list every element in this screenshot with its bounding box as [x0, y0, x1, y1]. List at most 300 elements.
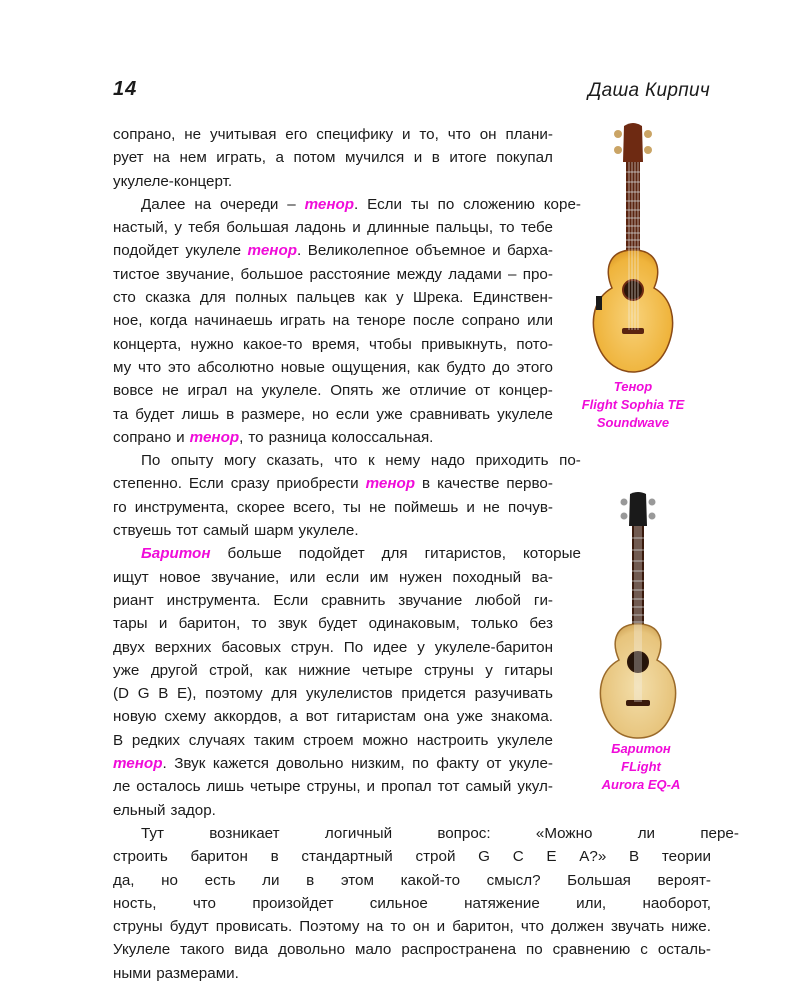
- word: редких: [131, 731, 181, 749]
- word: мучился: [344, 149, 405, 167]
- word: покупал: [496, 149, 553, 167]
- word: с: [640, 941, 648, 959]
- text-line: [113, 869, 711, 892]
- word: ты: [343, 498, 361, 516]
- word: разучивать: [474, 685, 553, 703]
- word: четыре: [362, 661, 413, 679]
- word: поэтому: [205, 685, 263, 703]
- word: Если: [367, 195, 403, 213]
- word: аккордов,: [213, 708, 282, 726]
- word: будет: [135, 405, 175, 423]
- word: звучание: [398, 591, 463, 609]
- word: Опять: [330, 382, 374, 400]
- word: ги-: [533, 591, 553, 609]
- word: сравнить: [321, 591, 386, 609]
- word: произойдет: [252, 894, 334, 912]
- word: отличие: [409, 382, 467, 400]
- word: у: [417, 638, 425, 656]
- word: без: [529, 615, 553, 633]
- word: задор.: [170, 801, 216, 819]
- word: размере,: [241, 405, 305, 423]
- word: начинаешь: [194, 312, 273, 330]
- word: Далее: [141, 195, 186, 213]
- word: верхних: [154, 638, 212, 656]
- word: играть,: [216, 149, 266, 167]
- word: рует: [113, 149, 144, 167]
- word: настый,: [113, 219, 169, 237]
- word: возникает: [209, 824, 280, 842]
- word: мало: [355, 941, 392, 959]
- word: любой: [475, 591, 522, 609]
- word: Укулеле: [113, 941, 171, 959]
- word: вот: [305, 708, 329, 726]
- word: потом: [293, 149, 336, 167]
- page-number: 14: [113, 78, 138, 100]
- word: на: [153, 149, 170, 167]
- word: пальцы,: [435, 219, 494, 237]
- word: –: [508, 265, 517, 283]
- word: и: [366, 778, 376, 796]
- word: В: [629, 848, 640, 866]
- highlighted-term: Баритон: [141, 545, 211, 563]
- text-line: [113, 309, 553, 332]
- highlighted-term: тенор: [247, 242, 298, 260]
- word: сложению: [463, 195, 535, 213]
- word: для: [271, 685, 298, 703]
- word: тот: [176, 522, 199, 540]
- text-line: [113, 286, 553, 309]
- word: этом: [340, 871, 374, 889]
- word: большая: [226, 219, 289, 237]
- word: больше: [227, 545, 282, 563]
- text-line: [113, 426, 553, 449]
- word: укулеле: [497, 731, 553, 749]
- text-line: [113, 775, 553, 798]
- word: и: [466, 498, 475, 516]
- word: до: [492, 358, 510, 376]
- word: как: [364, 289, 387, 307]
- word: очереди: [220, 195, 279, 213]
- word: смысл?: [486, 871, 541, 889]
- word: коре-: [543, 195, 581, 213]
- word: лишь: [181, 405, 220, 423]
- word: не: [184, 126, 202, 143]
- word: сопрано: [461, 312, 520, 330]
- baritone-ukulele-image: [593, 490, 683, 740]
- word: ле: [113, 778, 131, 796]
- text-line: [113, 472, 553, 495]
- word: кажется: [212, 755, 270, 773]
- word: чтобы: [369, 335, 412, 353]
- text-line: [113, 892, 711, 915]
- word: ельный: [113, 801, 166, 819]
- word: Поэтому: [299, 918, 360, 936]
- word: полных: [235, 289, 288, 307]
- word: случаях: [188, 731, 245, 749]
- word: тары: [113, 615, 148, 633]
- word: приходить: [475, 452, 549, 470]
- word: и: [158, 615, 168, 633]
- text-line: [113, 589, 553, 612]
- word: подойдет: [113, 242, 179, 260]
- word: –: [287, 195, 296, 213]
- text-line: [113, 752, 553, 775]
- word: двух: [113, 638, 145, 656]
- word: на: [332, 312, 350, 330]
- word: натяжение: [464, 894, 540, 912]
- word: Звук: [174, 755, 206, 773]
- text-line: [113, 542, 581, 565]
- word: укулелистов: [305, 685, 393, 703]
- text-line: [113, 170, 553, 193]
- word: концерта,: [113, 335, 182, 353]
- text-line: [113, 216, 553, 239]
- word: специфику: [316, 126, 394, 143]
- word: тебе: [520, 219, 553, 237]
- word: пото-: [516, 335, 553, 353]
- word: укулеле: [497, 405, 553, 423]
- text-line: [113, 403, 553, 426]
- word: [141, 542, 211, 565]
- word: струн.: [290, 638, 334, 656]
- word: длинные: [367, 219, 430, 237]
- word: ное,: [113, 312, 143, 330]
- word: укулеле-концерт.: [113, 172, 233, 190]
- word: A?»: [579, 848, 607, 866]
- word: тистое: [113, 265, 160, 283]
- word: укулеле-баритон: [434, 638, 553, 656]
- word: вовсе: [113, 382, 154, 400]
- word: провисать.: [215, 918, 293, 936]
- word: которые: [522, 545, 581, 563]
- word: на: [235, 382, 253, 400]
- word: качестве: [437, 475, 500, 493]
- word: что: [520, 918, 544, 936]
- word: в: [431, 149, 440, 167]
- word: другой: [150, 661, 198, 679]
- word: играл: [187, 382, 228, 400]
- word: струны: [424, 661, 474, 679]
- word: для: [199, 289, 226, 307]
- word: и: [176, 428, 185, 446]
- word: тот: [437, 778, 460, 796]
- word: гитары: [504, 661, 553, 679]
- word: в: [306, 871, 315, 889]
- tenor-caption: [570, 378, 696, 432]
- word: инструмента,: [134, 498, 229, 516]
- word: перво-: [506, 475, 553, 493]
- tenor-ukulele-image: [588, 120, 678, 376]
- word: распространена: [401, 941, 517, 959]
- word: вида: [234, 941, 269, 959]
- word: как: [417, 358, 440, 376]
- word: лишь: [206, 778, 244, 796]
- highlighted-term: тенор: [304, 195, 355, 213]
- word: походный: [452, 568, 522, 586]
- word: ва-: [531, 568, 553, 586]
- word: B: [158, 685, 169, 703]
- word: в: [270, 848, 279, 866]
- tenor-caption-line: Soundwave: [596, 415, 670, 430]
- word: придется: [401, 685, 466, 703]
- word: шарм: [254, 522, 294, 540]
- word: скорее: [236, 498, 285, 516]
- word: им: [369, 568, 389, 586]
- word: звук: [277, 615, 307, 633]
- word: ниже.: [671, 918, 711, 936]
- word: укул-: [517, 778, 553, 796]
- word: сопрано,: [113, 126, 176, 143]
- highlighted-term: тенор: [113, 755, 163, 773]
- word: По: [141, 452, 161, 470]
- word: теноре: [356, 312, 406, 330]
- word: тенор,: [189, 428, 244, 446]
- word: ощущения,: [331, 358, 411, 376]
- word: и: [352, 219, 361, 237]
- word: укуле-: [508, 755, 553, 773]
- word: риант: [113, 591, 154, 609]
- word: тенор.: [247, 242, 302, 260]
- word: какой-то: [400, 871, 461, 889]
- word: новые: [280, 358, 325, 376]
- word: почув-: [507, 498, 553, 516]
- word: он: [479, 126, 497, 143]
- word: довольно: [278, 941, 346, 959]
- word: и: [413, 149, 423, 167]
- text-line: [113, 682, 553, 705]
- word: всего,: [293, 498, 335, 516]
- word: нем: [179, 149, 207, 167]
- text-line: [113, 915, 711, 938]
- word: Великолепное: [307, 242, 409, 260]
- word: должен: [551, 918, 604, 936]
- word: можно: [362, 731, 409, 749]
- word: знакома.: [490, 708, 553, 726]
- text-line: [113, 379, 553, 402]
- word: по: [437, 195, 455, 213]
- word: на: [366, 918, 384, 936]
- text-line: [113, 566, 553, 589]
- word: подойдет: [298, 545, 365, 563]
- word: будет: [318, 615, 358, 633]
- highlighted-term: тенор: [189, 428, 240, 446]
- word: что: [447, 126, 471, 143]
- word: для: [381, 545, 408, 563]
- word: его: [285, 126, 308, 143]
- text-line: [113, 636, 553, 659]
- word: то: [251, 615, 267, 633]
- word: вероят-: [657, 871, 711, 889]
- word: то: [499, 219, 515, 237]
- baritone-caption-line: Баритон: [611, 741, 671, 756]
- word: довольно: [276, 755, 344, 773]
- baritone-caption: [578, 740, 704, 794]
- word: му: [113, 358, 132, 376]
- text-line: [113, 263, 553, 286]
- word: а: [275, 149, 284, 167]
- word: укулеле: [185, 242, 242, 260]
- word: от: [474, 382, 491, 400]
- word: итоге: [449, 149, 487, 167]
- text-line: [113, 705, 553, 728]
- word: струны: [113, 918, 163, 936]
- word: пере-: [700, 824, 739, 842]
- word: пальцев: [296, 289, 356, 307]
- word: сравнивать: [409, 405, 491, 423]
- word: Шрека.: [412, 289, 464, 307]
- word: Тут: [141, 824, 164, 842]
- text-line: [113, 123, 553, 146]
- word: настроить: [416, 731, 489, 749]
- word: новую: [113, 708, 157, 726]
- word: G: [137, 685, 150, 703]
- word: играть: [279, 312, 326, 330]
- word: наоборот,: [642, 894, 711, 912]
- word: она: [423, 708, 449, 726]
- word: он: [412, 918, 430, 936]
- word: поймешь: [394, 498, 459, 516]
- baritone-caption-line: FLight: [621, 759, 661, 774]
- word: что: [334, 452, 358, 470]
- word: этого: [516, 358, 553, 376]
- word: По: [343, 638, 364, 656]
- word: схему: [164, 708, 206, 726]
- word: концер-: [498, 382, 553, 400]
- text-line: [113, 962, 711, 985]
- text-line: [113, 799, 553, 822]
- word: идее: [373, 638, 408, 656]
- word: самый: [203, 522, 250, 540]
- word: а: [289, 708, 298, 726]
- word: размерами.: [156, 964, 239, 982]
- word: надо: [430, 452, 466, 470]
- word: ли: [637, 824, 656, 842]
- word: если: [325, 568, 360, 586]
- word: в: [422, 475, 431, 493]
- word: про-: [522, 265, 553, 283]
- word: вопрос:: [437, 824, 491, 842]
- text-line: [113, 659, 553, 682]
- word: гитаристов,: [424, 545, 506, 563]
- word: после: [412, 312, 455, 330]
- word: ность,: [113, 894, 157, 912]
- word: осталь-: [657, 941, 711, 959]
- text-line: [113, 729, 553, 752]
- word: го: [113, 498, 127, 516]
- word: и: [402, 126, 411, 143]
- word: но: [161, 871, 178, 889]
- word: по: [526, 941, 543, 959]
- word: баритон,: [452, 918, 514, 936]
- word: то,: [419, 126, 439, 143]
- word: звучание,: [211, 568, 280, 586]
- word: нужно: [190, 335, 234, 353]
- word: звучать: [610, 918, 665, 936]
- word: факту: [436, 755, 479, 773]
- word: басовых: [221, 638, 281, 656]
- word: В: [113, 731, 124, 749]
- word: такого: [180, 941, 225, 959]
- word: барха-: [506, 242, 553, 260]
- word: низким,: [351, 755, 405, 773]
- word: только: [471, 615, 519, 633]
- word: разница: [268, 428, 327, 446]
- word: это: [167, 358, 191, 376]
- word: сильное: [369, 894, 428, 912]
- word: сказать,: [266, 452, 324, 470]
- text-line: [113, 239, 553, 262]
- word: как: [264, 661, 287, 679]
- word: сравнению: [552, 941, 631, 959]
- word: есть: [204, 871, 236, 889]
- word: если: [335, 405, 370, 423]
- word: расстояние: [309, 265, 391, 283]
- word: по-: [559, 452, 581, 470]
- word: ищут: [113, 568, 149, 586]
- word: нижние: [298, 661, 351, 679]
- word: у: [174, 219, 182, 237]
- running-header-author: Даша Кирпич: [587, 80, 710, 101]
- word: на: [194, 195, 212, 213]
- text-line: [113, 193, 581, 216]
- word: сопрано: [113, 428, 172, 446]
- text-line: [113, 822, 739, 845]
- tenor-caption-line: Тенор: [613, 379, 653, 394]
- word: Если: [273, 591, 309, 609]
- word: привыкнуть,: [421, 335, 507, 353]
- word: степенно.: [113, 475, 182, 493]
- word: ты: [410, 195, 429, 213]
- word: укулеле.: [298, 522, 359, 540]
- word: гитаристам: [336, 708, 416, 726]
- word: [366, 472, 415, 495]
- tenor-caption-line: Flight Sophia TE: [581, 397, 685, 412]
- word: логичный: [324, 824, 393, 842]
- word: между: [396, 265, 442, 283]
- word: баритон,: [178, 615, 241, 633]
- highlighted-term: тенор: [365, 475, 416, 493]
- word: Если: [188, 475, 224, 493]
- word: будто: [446, 358, 486, 376]
- word: самый: [465, 778, 512, 796]
- word: баритон: [190, 848, 248, 866]
- word: сразу: [230, 475, 270, 493]
- word: время,: [311, 335, 360, 353]
- word: будут: [169, 918, 209, 936]
- text-line: [113, 612, 553, 635]
- word: ными: [113, 964, 152, 982]
- word: строй,: [209, 661, 254, 679]
- word: струны,: [306, 778, 361, 796]
- word: Большая: [567, 871, 631, 889]
- word: не: [483, 498, 500, 516]
- word: же: [382, 382, 401, 400]
- word: уже: [113, 661, 140, 679]
- word: приобрести: [276, 475, 359, 493]
- text-line: [113, 356, 553, 379]
- word: не: [369, 498, 386, 516]
- word: E),: [177, 685, 197, 703]
- word: G: [478, 848, 490, 866]
- word: ствуешь: [113, 522, 172, 540]
- word: опыту: [170, 452, 214, 470]
- word: не: [161, 382, 179, 400]
- word: да,: [113, 871, 135, 889]
- word: но: [311, 405, 329, 423]
- word: ладонь: [295, 219, 346, 237]
- word: (D: [113, 685, 130, 703]
- word: объемное: [415, 242, 486, 260]
